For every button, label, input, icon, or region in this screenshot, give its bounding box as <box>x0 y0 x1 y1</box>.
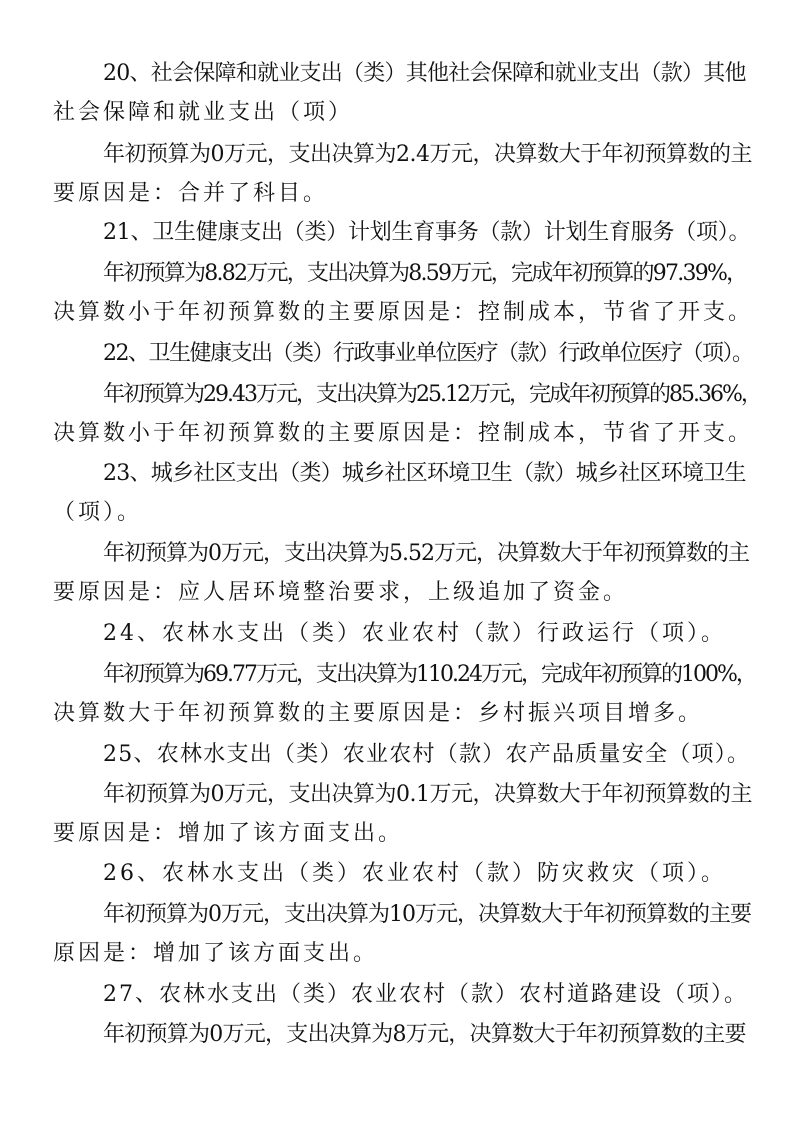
section-23-heading-line-2: （项）。 <box>53 500 143 525</box>
section-26-heading: 26、农林水支出（类）农业农村（款）防灾救灾（项）。 <box>103 861 726 886</box>
section-20-body-line-2: 要原因是：合并了科目。 <box>53 181 329 206</box>
section-26-body-line-2: 原因是：增加了该方面支出。 <box>53 941 379 966</box>
section-26-body-line-1: 年初预算为0万元，支出决算为10万元，决算数大于年初预算数的主要 <box>103 902 751 927</box>
section-23-body-line-1: 年初预算为0万元，支出决算为5.52万元，决算数大于年初预算数的主 <box>103 541 749 566</box>
section-20-body-line-1: 年初预算为0万元，支出决算为2.4万元，决算数大于年初预算数的主 <box>103 142 752 167</box>
section-27-body-line-1: 年初预算为0万元，支出决算为8万元，决算数大于年初预算数的主要 <box>103 1022 746 1047</box>
section-22-body-line-2: 决算数小于年初预算数的主要原因是：控制成本，节省了开支。 <box>53 421 754 446</box>
section-27-heading: 27、农林水支出（类）农业农村（款）农村道路建设（项）。 <box>103 982 748 1007</box>
section-25-heading: 25、农林水支出（类）农业农村（款）农产品质量安全（项）。 <box>103 742 751 767</box>
section-20-heading-line-1: 20、社会保障和就业支出（类）其他社会保障和就业支出（款）其他 <box>103 61 746 86</box>
section-23-body-line-2: 要原因是：应人居环境整治要求，上级追加了资金。 <box>53 580 629 605</box>
section-20-heading-line-2: 社会保障和就业支出（项） <box>53 100 354 125</box>
section-23-heading-line-1: 23、城乡社区支出（类）城乡社区环境卫生（款）城乡社区环境卫生 <box>103 461 746 486</box>
section-21-body-line-1: 年初预算为8.82万元，支出决算为8.59万元，完成年初预算的97.39%， <box>103 261 747 286</box>
section-21-body-line-2: 决算数小于年初预算数的主要原因是：控制成本，节省了开支。 <box>53 300 754 325</box>
section-22-heading: 22、卫生健康支出（类）行政事业单位医疗（款）行政单位医疗（项）。 <box>103 341 753 366</box>
section-21-heading: 21、卫生健康支出（类）计划生育事务（款）计划生育服务（项）。 <box>103 220 751 245</box>
section-25-body-line-2: 要原因是：增加了该方面支出。 <box>53 821 404 846</box>
section-22-body-line-1: 年初预算为29.43万元，支出决算为25.12万元，完成年初预算的85.36%， <box>103 382 761 407</box>
section-24-body-line-2: 决算数大于年初预算数的主要原因是：乡村振兴项目增多。 <box>53 701 704 726</box>
section-25-body-line-1: 年初预算为0万元，支出决算为0.1万元，决算数大于年初预算数的主 <box>103 782 752 807</box>
section-24-heading: 24、农林水支出（类）农业农村（款）行政运行（项）。 <box>103 621 726 646</box>
section-24-body-line-1: 年初预算为69.77万元，支出决算为110.24万元，完成年初预算的100%， <box>103 662 756 687</box>
